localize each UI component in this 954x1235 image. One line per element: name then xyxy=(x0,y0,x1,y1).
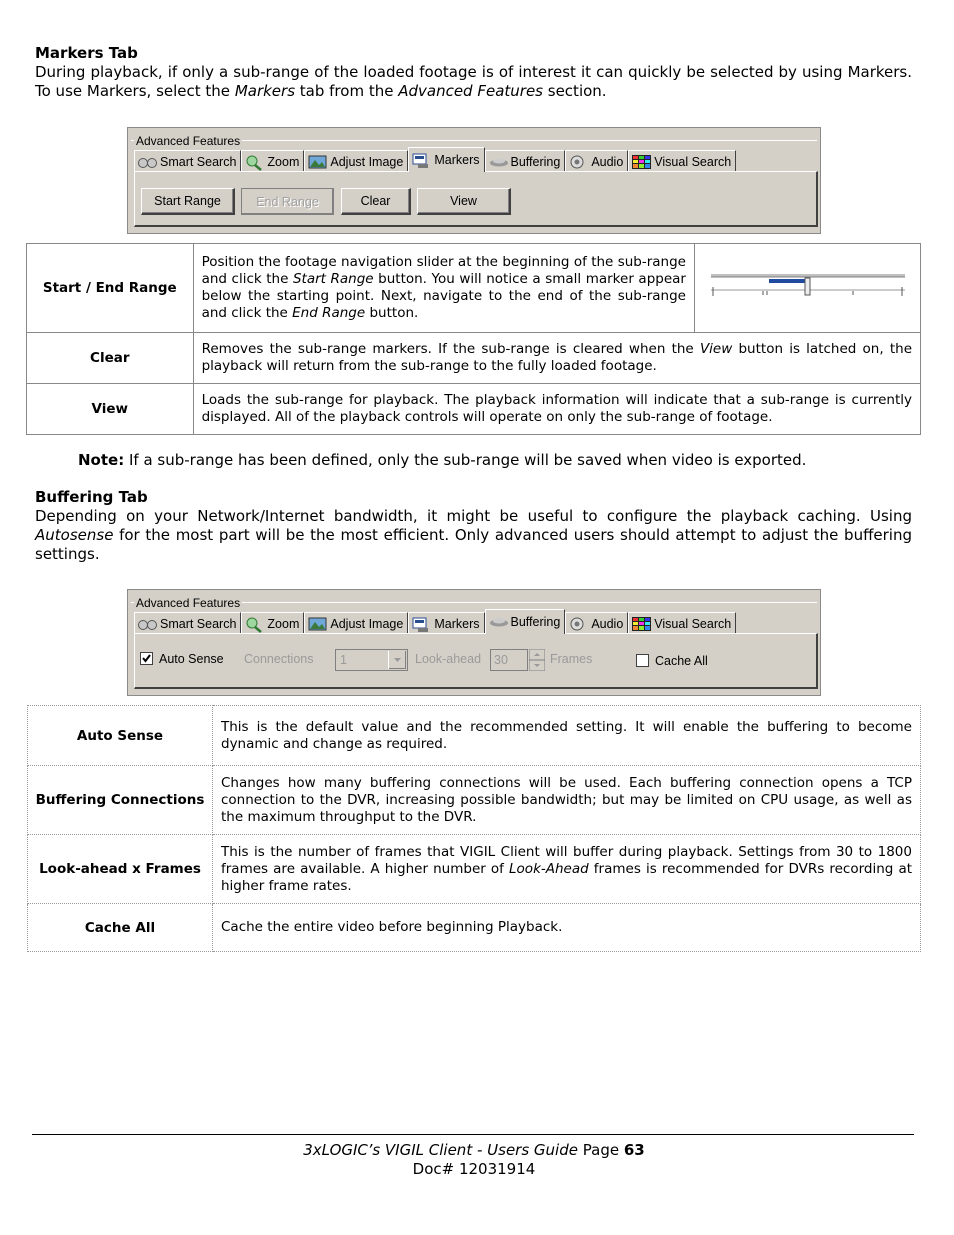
row-value: Position the footage navigation slider at the beginning of the sub-range and click the Start Range button. You will notice a small marker appear below the starting point. Next, navigate to the end of the sub-range and click the End Range button. xyxy=(193,244,694,333)
auto-sense-label: Auto Sense xyxy=(159,652,224,666)
landscape-icon xyxy=(308,155,328,169)
table-row xyxy=(28,766,921,835)
footer-doc-number: Doc# 12031914 xyxy=(412,1160,536,1178)
tab-audio[interactable]: Audio xyxy=(565,150,628,172)
row-key: Buffering Connections xyxy=(28,766,213,835)
tab-markers[interactable]: Markers xyxy=(408,147,484,172)
table-row xyxy=(28,904,921,952)
tab-smart-search[interactable]: Smart Search xyxy=(134,150,241,172)
tab-adjust-image[interactable]: Adjust Image xyxy=(304,150,408,172)
advanced-features-panel-buffering xyxy=(127,589,821,696)
note-text: Note: If a sub-range has been defined, only the sub-range will be saved when video is exported. xyxy=(78,451,807,469)
group-label: Advanced Features xyxy=(136,134,241,148)
look-ahead-spinner[interactable] xyxy=(529,649,545,671)
magnifier-icon xyxy=(245,617,265,631)
table-row xyxy=(28,835,921,904)
buffering-heading: Buffering Tab xyxy=(35,488,148,506)
tab-audio[interactable]: Audio xyxy=(565,612,628,634)
row-value: This is the default value and the recommended setting. It will enable the buffering to become dynamic and change as required. xyxy=(213,706,921,766)
tab-visual-search[interactable]: Visual Search xyxy=(628,612,736,634)
end-range-button[interactable]: End Range xyxy=(241,188,334,215)
tab-zoom[interactable]: Zoom xyxy=(241,612,304,634)
row-key: Cache All xyxy=(28,904,213,952)
auto-sense-checkbox[interactable] xyxy=(140,652,153,665)
table-row xyxy=(27,244,921,333)
look-ahead-input[interactable] xyxy=(490,649,528,671)
tab-zoom[interactable]: Zoom xyxy=(241,150,304,172)
footer-rule xyxy=(32,1134,914,1135)
table-row xyxy=(27,384,921,435)
tab-smart-search[interactable]: Smart Search xyxy=(134,612,241,634)
markers-icon xyxy=(412,617,432,631)
advanced-features-panel-markers xyxy=(127,127,821,234)
markers-heading: Markers Tab xyxy=(35,44,138,62)
view-button[interactable]: View xyxy=(417,188,511,215)
markers-paragraph: During playback, if only a sub-range of the loaded footage is of interest it can quickly be selected by using Markers. To use Markers, select the Markers tab from the Advanced Features section. xyxy=(35,63,912,100)
frames-label: Frames xyxy=(550,652,593,666)
slider-marker-image xyxy=(695,244,920,328)
table-row xyxy=(28,706,921,766)
table-row xyxy=(27,333,921,384)
row-key: Auto Sense xyxy=(28,706,213,766)
row-value: Changes how many buffering connections will be used. Each buffering connection opens a TCP connection to the DVR, increasing possible bandwidth; but may be limited on CPU usage, as well as the maximum throughput to the DVR. xyxy=(213,766,921,835)
markers-icon xyxy=(412,153,432,167)
look-ahead-label: Look-ahead xyxy=(415,652,482,666)
speaker-icon xyxy=(569,155,589,169)
row-key: Look-ahead x Frames xyxy=(28,835,213,904)
connections-value: 1 xyxy=(340,653,347,667)
buffering-paragraph: Depending on your Network/Internet bandwidth, it might be useful to configure the playback caching. Using Autosense for the most part will be the most efficient. Only advanced users should attempt to adjust the buffering settings. xyxy=(35,507,912,563)
checkmark-icon xyxy=(141,653,152,664)
look-ahead-value: 30 xyxy=(494,653,508,667)
row-value: Cache the entire video before beginning Playback. xyxy=(213,904,921,952)
buffering-icon xyxy=(489,615,509,629)
connections-label: Connections xyxy=(244,652,314,666)
speaker-icon xyxy=(569,617,589,631)
grid-icon xyxy=(632,617,652,631)
magnifier-icon xyxy=(245,155,265,169)
binoculars-icon xyxy=(138,617,158,631)
tab-visual-search[interactable]: Visual Search xyxy=(628,150,736,172)
tab-buffering[interactable]: Buffering xyxy=(485,609,566,634)
chevron-down-icon[interactable] xyxy=(388,651,406,669)
footer-title: 3xLOGIC’s VIGIL Client - Users Guide Page 63 xyxy=(303,1141,645,1159)
clear-button[interactable]: Clear xyxy=(341,188,411,215)
cache-all-checkbox[interactable] xyxy=(636,654,649,667)
tab-adjust-image[interactable]: Adjust Image xyxy=(304,612,408,634)
slider-illustration xyxy=(694,244,920,333)
landscape-icon xyxy=(308,617,328,631)
row-value: Removes the sub-range markers. If the sub-range is cleared when the View button is latched on, the playback will return from the sub-range to the fully loaded footage. xyxy=(193,333,920,384)
row-key: Clear xyxy=(27,333,194,384)
row-key: Start / End Range xyxy=(27,244,194,333)
buffering-table xyxy=(27,705,921,952)
buffering-icon xyxy=(489,155,509,169)
connections-select[interactable] xyxy=(335,649,408,671)
binoculars-icon xyxy=(138,155,158,169)
group-label: Advanced Features xyxy=(136,596,241,610)
tab-buffering[interactable]: Buffering xyxy=(485,150,566,172)
row-value: Loads the sub-range for playback. The playback information will indicate that a sub-range is currently displayed. All of the playback controls will operate on only the sub-range of footage. xyxy=(193,384,920,435)
tab-markers[interactable]: Markers xyxy=(408,612,484,634)
row-key: View xyxy=(27,384,194,435)
start-range-button[interactable]: Start Range xyxy=(141,188,235,215)
row-value: This is the number of frames that VIGIL Client will buffer during playback. Settings from 30 to 1800 frames are available. A higher number of Look-Ahead frames is recommended for DVRs recording at higher frame rates. xyxy=(213,835,921,904)
grid-icon xyxy=(632,155,652,169)
markers-table xyxy=(26,243,921,435)
cache-all-label: Cache All xyxy=(655,654,708,668)
